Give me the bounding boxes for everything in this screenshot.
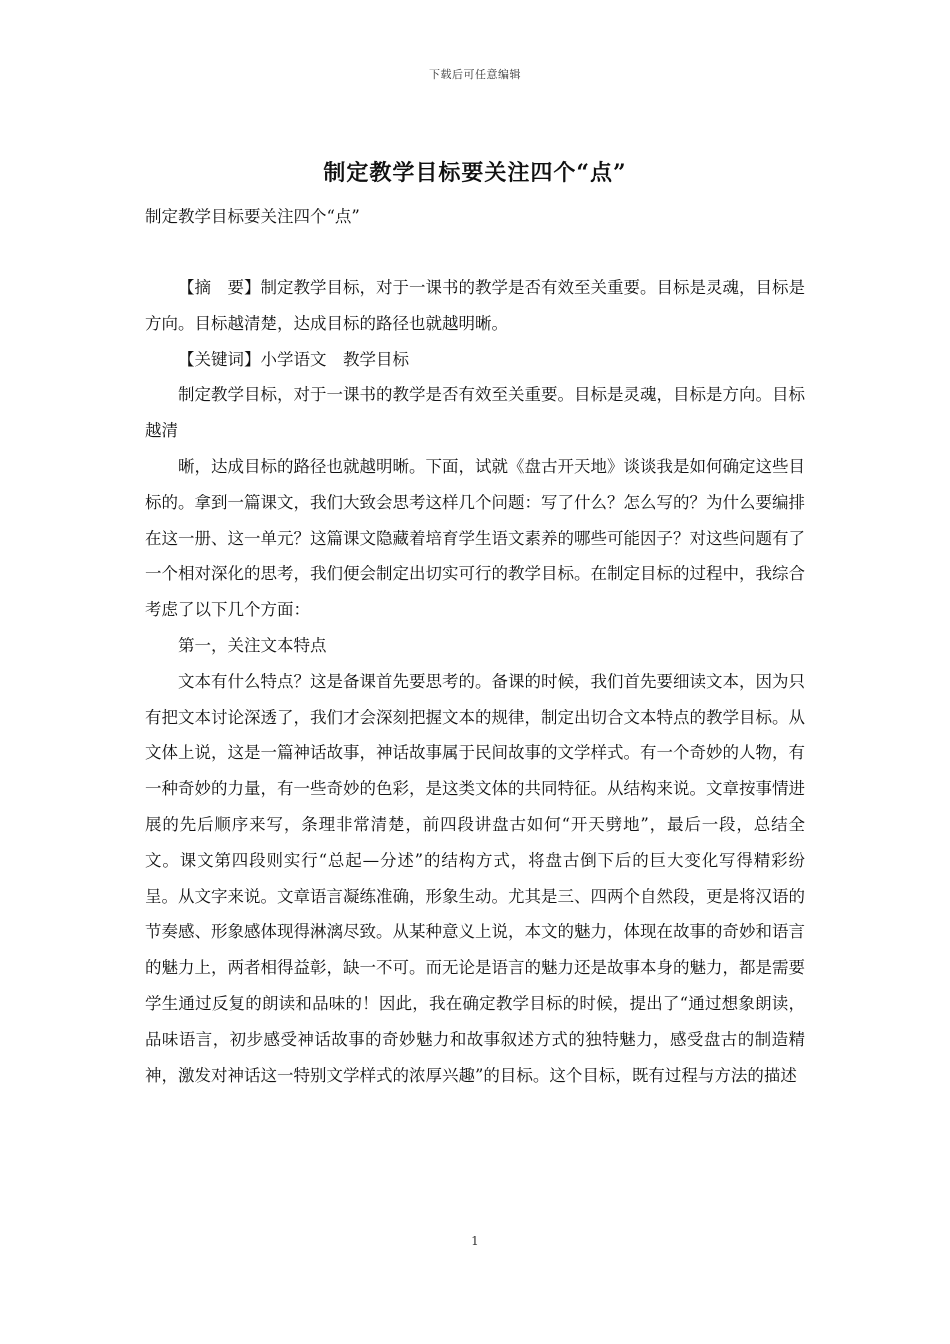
body-paragraph: 文本有什么特点？这是备课首先要思考的。备课的时候，我们首先要细读文本，因为只有把文本讨论深透了，我们才会深刻把握文本的规律，制定出切合文本特点的教学目标。从文体上说，这是一篇神话故事，神话故事属于民间故事的文学样式。有一个奇妙的人物，有一种奇妙的力量，有一些奇妙的色彩，是这类文体的共同特征。从结构来说。文章按事情进展的先后顺序来写，条理非常清楚，前四段讲盘古如何“开天劈地”，最后一段，总结全文。课文第四段则实行“总起—分述”的结构方式，将盘古倒下后的巨大变化写得精彩纷呈。从文字来说。文章语言凝练准确，形象生动。尤其是三、四两个自然段，更是将汉语的节奏感、形象感体现得淋漓尽致。从某种意义上说，本文的魅力，体现在故事的奇妙和语言的魅力上，两者相得益彰，缺一不可。而无论是语言的魅力还是故事本身的魅力，都是需要学生通过反复的朗读和品味的！因此，我在确定教学目标的时候，提出了“通过想象朗读，品味语言，初步感受神话故事的奇妙魅力和故事叙述方式的独特魅力，感受盘古的制造精神，激发对神话这一特别文学样式的浓厚兴趣”的目标。这个目标，既有过程与方法的描述	[145, 671, 805, 1085]
page-header-note: 下载后可任意编辑	[429, 68, 521, 81]
body-paragraph: 制定教学目标，对于一课书的教学是否有效至关重要。目标是灵魂，目标是方向。目标越清	[145, 385, 805, 441]
page-number: 1	[471, 1234, 479, 1248]
body-paragraph: 晰，达成目标的路径也就越明晰。下面，试就《盘古开天地》谈谈我是如何确定这些目标的。拿到一篇课文，我们大致会思考这样几个问题：写了什么？怎么写的？为什么要编排在这一册、这一单元？这篇课文隐藏着培育学生语文素养的哪些可能因子？对这些问题有了一个相对深化的思考，我们便会制定出切实可行的教学目标。在制定目标的过程中，我综合考虑了以下几个方面：	[145, 456, 805, 620]
document-body	[145, 270, 805, 1093]
abstract-paragraph: 【摘 要】制定教学目标，对于一课书的教学是否有效至关重要。目标是灵魂，目标是方向。目标越清楚，达成目标的路径也就越明晰。	[145, 278, 805, 333]
document-title: 制定教学目标要关注四个“点”	[323, 160, 627, 186]
keywords-paragraph: 【关键词】小学语文 教学目标	[178, 349, 409, 369]
section-heading: 第一，关注文本特点	[178, 635, 327, 655]
document-subtitle: 制定教学目标要关注四个“点”	[145, 207, 360, 226]
